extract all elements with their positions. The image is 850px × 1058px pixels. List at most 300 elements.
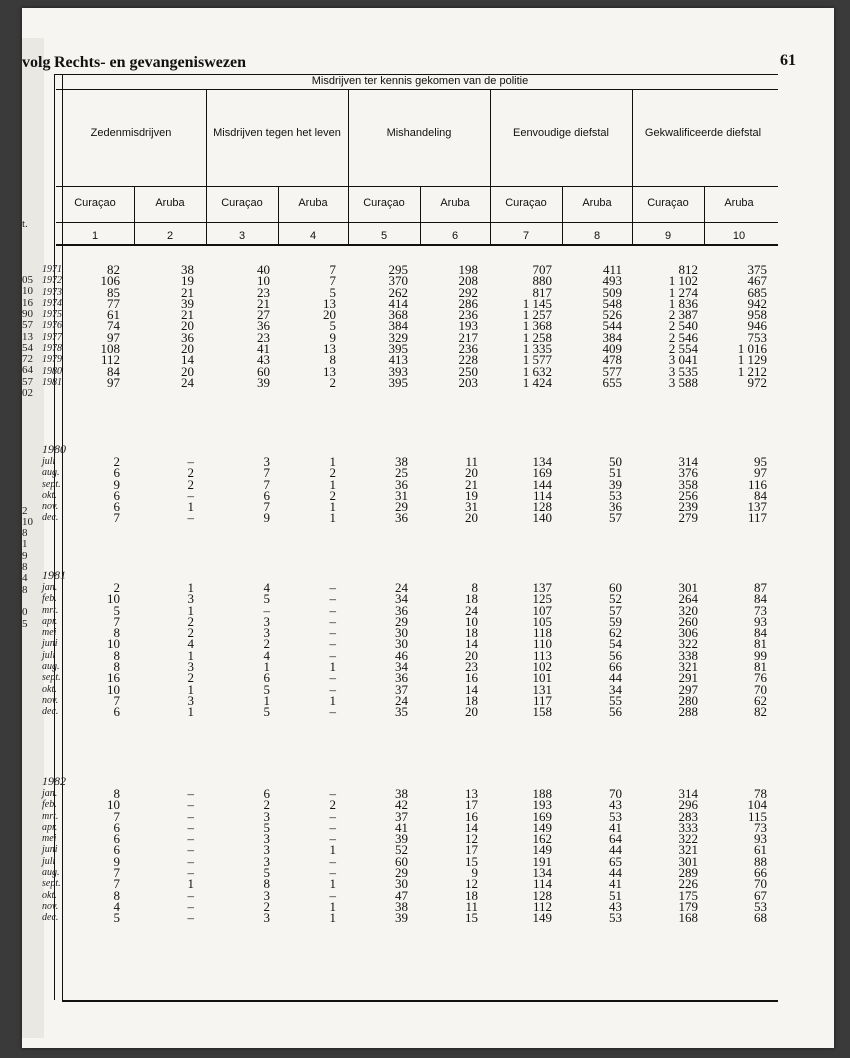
- table-cell: 70: [609, 786, 622, 801]
- column-number: 4: [309, 230, 317, 242]
- table-cell: 8: [471, 580, 478, 595]
- table-cell: 14: [465, 819, 478, 835]
- table-cell: 13: [323, 341, 336, 357]
- section-year: 1980: [42, 442, 66, 456]
- table-cell: 53: [609, 910, 622, 926]
- table-cell: 8: [113, 887, 120, 903]
- table-cell: 236: [458, 341, 478, 357]
- table-cell: 707: [532, 262, 552, 277]
- table-cell: 3: [263, 831, 270, 847]
- table-cell: –: [187, 487, 194, 503]
- table-cell: 52: [395, 842, 408, 858]
- table-cell: 301: [678, 853, 698, 869]
- table-cell: 493: [602, 273, 622, 289]
- edge-number: 4: [22, 572, 28, 585]
- table-cell: 13: [323, 363, 336, 379]
- table-cell: 577: [602, 363, 622, 379]
- table-cell: 47: [395, 887, 408, 903]
- table-cell: 384: [388, 318, 408, 334]
- group-title-rule: [56, 89, 778, 90]
- table-cell: 20: [181, 363, 194, 379]
- table-cell: 2: [263, 797, 270, 813]
- row-labels: [42, 582, 82, 718]
- row-label: jan.: [42, 788, 58, 799]
- table-column-values: [609, 582, 622, 718]
- table-cell: 30: [395, 876, 408, 892]
- table-cell: 6: [263, 786, 270, 801]
- table-cell: 2: [329, 797, 336, 813]
- table-cell: 14: [465, 636, 478, 652]
- table-cell: 117: [747, 510, 767, 526]
- table-cell: 36: [257, 318, 270, 334]
- edge-number: 72: [22, 353, 33, 366]
- table-cell: –: [187, 898, 194, 914]
- table-cell: 62: [609, 625, 622, 641]
- table-cell: 370: [388, 273, 408, 289]
- column-subheader: Aruba: [440, 197, 470, 209]
- table-cell: 7: [113, 510, 120, 526]
- table-cell: 338: [678, 647, 698, 663]
- row-labels: [42, 456, 82, 524]
- table-cell: 6: [113, 819, 120, 835]
- table-cell: 358: [678, 476, 698, 492]
- table-cell: 44: [609, 670, 622, 686]
- table-cell: 2: [263, 898, 270, 914]
- table-cell: 44: [609, 842, 622, 858]
- table-cell: 15: [465, 910, 478, 926]
- table-column-values: [523, 264, 552, 388]
- table-cell: 7: [263, 499, 270, 515]
- table-cell: 1: [329, 454, 336, 469]
- table-cell: 114: [532, 876, 552, 892]
- table-cell: 25: [395, 465, 408, 481]
- row-label: dec.: [42, 512, 59, 524]
- table-cell: –: [187, 510, 194, 526]
- table-cell: 52: [609, 591, 622, 607]
- table-cell: 2 554: [668, 341, 698, 357]
- table-cell: 43: [609, 797, 622, 813]
- table-cell: 1 129: [737, 352, 767, 368]
- column-number: 9: [664, 230, 672, 242]
- edge-number: 10: [22, 285, 33, 298]
- table-cell: 65: [609, 853, 622, 869]
- row-label: okt.: [42, 683, 57, 695]
- table-cell: 478: [602, 352, 622, 368]
- table-cell: –: [187, 842, 194, 858]
- table-cell: 84: [107, 363, 120, 379]
- page-number: 61: [780, 52, 796, 69]
- group-title: Misdrijven ter kennis gekomen van de politie: [311, 75, 529, 87]
- table-column-values: [609, 456, 622, 524]
- table-cell: 13: [323, 295, 336, 311]
- table-cell: 1: [263, 659, 270, 675]
- table-cell: 10: [465, 613, 478, 629]
- table-cell: 42: [395, 797, 408, 813]
- table-cell: 5: [263, 704, 270, 720]
- column-subheader: Curaçao: [505, 197, 547, 209]
- table-cell: 41: [257, 341, 270, 357]
- edge-number: 54: [22, 341, 33, 354]
- table-cell: 66: [609, 659, 622, 675]
- table-cell: 467: [747, 273, 767, 289]
- row-label: nov.: [42, 694, 59, 706]
- header-bottom-rule: [56, 244, 778, 246]
- table-cell: 3 041: [668, 352, 698, 368]
- table-column-values: [188, 788, 195, 924]
- table-column-values: [181, 264, 194, 388]
- row-label: 1976: [42, 320, 62, 332]
- table-cell: 1: [329, 842, 336, 858]
- table-cell: 19: [181, 273, 194, 289]
- edge-number: 64: [22, 364, 33, 377]
- table-cell: 2: [187, 670, 194, 686]
- table-cell: –: [329, 831, 336, 847]
- row-label: juni: [42, 638, 58, 650]
- table-column-values: [264, 456, 271, 524]
- table-cell: 82: [754, 704, 767, 720]
- table-cell: 2: [187, 625, 194, 641]
- table-cell: 158: [532, 704, 552, 720]
- table-cell: 13: [465, 786, 478, 801]
- table-cell: 128: [532, 887, 552, 903]
- table-cell: –: [329, 602, 336, 618]
- table-cell: 260: [678, 613, 698, 629]
- table-cell: 29: [395, 865, 408, 881]
- table-cell: 85: [107, 284, 120, 300]
- table-cell: 5: [329, 318, 336, 334]
- table-column-values: [395, 788, 408, 924]
- column-number: 7: [522, 230, 530, 242]
- table-cell: 59: [609, 613, 622, 629]
- table-cell: 5: [263, 819, 270, 835]
- table-cell: 53: [754, 898, 767, 914]
- row-label: mei: [42, 833, 57, 845]
- table-cell: 34: [395, 659, 408, 675]
- table-cell: 301: [678, 580, 698, 595]
- table-cell: 880: [532, 273, 552, 289]
- table-cell: 73: [754, 819, 767, 835]
- table-cell: 2 387: [668, 307, 698, 323]
- table-cell: 34: [609, 681, 622, 697]
- table-cell: 1: [187, 602, 194, 618]
- table-cell: 57: [609, 510, 622, 526]
- table-cell: 16: [465, 670, 478, 686]
- table-cell: 24: [395, 692, 408, 708]
- table-cell: –: [187, 887, 194, 903]
- row-label: 1981: [42, 376, 62, 388]
- table-cell: 6: [113, 831, 120, 847]
- table-cell: 39: [609, 476, 622, 492]
- table-cell: 314: [678, 786, 698, 801]
- table-cell: 8: [329, 352, 336, 368]
- table-cell: 509: [602, 284, 622, 300]
- table-column-values: [465, 582, 478, 718]
- row-label: sept.: [42, 478, 61, 490]
- table-cell: 6: [113, 499, 120, 515]
- table-cell: 53: [609, 487, 622, 503]
- row-label: nov.: [42, 900, 59, 912]
- table-cell: 2: [187, 613, 194, 629]
- table-cell: 30: [395, 636, 408, 652]
- table-cell: 21: [181, 307, 194, 323]
- table-cell: 228: [458, 352, 478, 368]
- table-cell: 217: [458, 329, 478, 345]
- table-cell: 8: [263, 876, 270, 892]
- table-column-values: [101, 264, 121, 388]
- table-cell: 34: [395, 591, 408, 607]
- table-cell: 10: [107, 681, 120, 697]
- table-cell: –: [187, 786, 194, 801]
- table-column-values: [107, 582, 120, 718]
- table-cell: 12: [465, 831, 478, 847]
- table-cell: 81: [754, 659, 767, 675]
- table-column-values: [679, 788, 699, 924]
- column-subheader: Curaçao: [74, 197, 116, 209]
- row-labels: [42, 264, 82, 388]
- column-number: 1: [91, 230, 99, 242]
- table-cell: 19: [465, 487, 478, 503]
- table-cell: 1 632: [522, 363, 552, 379]
- table-cell: 10: [107, 797, 120, 813]
- table-column-values: [330, 788, 337, 924]
- table-cell: 24: [395, 580, 408, 595]
- table-cell: 21: [465, 476, 478, 492]
- table-cell: 41: [395, 819, 408, 835]
- section-year: 1982: [42, 774, 66, 788]
- table-cell: 29: [395, 613, 408, 629]
- table-cell: –: [329, 647, 336, 663]
- table-bottom-rule: [62, 1000, 778, 1002]
- table-cell: 3: [187, 591, 194, 607]
- row-label: juli: [42, 649, 56, 661]
- table-cell: 105: [532, 613, 552, 629]
- table-cell: –: [187, 831, 194, 847]
- table-cell: 97: [107, 329, 120, 345]
- table-cell: 1: [329, 692, 336, 708]
- table-cell: 43: [257, 352, 270, 368]
- table-cell: 409: [602, 341, 622, 357]
- table-cell: 193: [532, 797, 552, 813]
- table-cell: 20: [465, 465, 478, 481]
- table-cell: 548: [602, 295, 622, 311]
- table-cell: 264: [678, 591, 698, 607]
- edge-number: 02: [22, 387, 33, 399]
- table-cell: 7: [113, 865, 120, 881]
- table-cell: 226: [678, 876, 698, 892]
- table-cell: 60: [257, 363, 270, 379]
- table-cell: 17: [465, 842, 478, 858]
- running-title: [22, 54, 246, 72]
- table-column-values: [264, 582, 271, 718]
- table-cell: 73: [754, 602, 767, 618]
- table-cell: 1: [329, 876, 336, 892]
- row-label: juni: [42, 844, 58, 856]
- table-cell: 193: [458, 318, 478, 334]
- table-cell: 8: [113, 786, 120, 801]
- column-subheader: Aruba: [155, 197, 185, 209]
- table-cell: 57: [609, 602, 622, 618]
- table-cell: 56: [609, 647, 622, 663]
- table-cell: 60: [395, 853, 408, 869]
- row-label: okt.: [42, 889, 57, 901]
- table-cell: 262: [388, 284, 408, 300]
- table-cell: 1: [187, 876, 194, 892]
- table-column-values: [114, 456, 121, 524]
- table-cell: 74: [107, 318, 120, 334]
- group-header: Gekwalificeerde diefstal: [644, 127, 762, 139]
- table-cell: 117: [532, 692, 552, 708]
- table-cell: 5: [113, 602, 120, 618]
- table-cell: 87: [754, 580, 767, 595]
- table-cell: 1: [187, 499, 194, 515]
- table-cell: 38: [395, 454, 408, 469]
- table-cell: 20: [181, 341, 194, 357]
- table-cell: –: [329, 887, 336, 903]
- table-cell: 128: [532, 499, 552, 515]
- table-cell: 314: [678, 454, 698, 469]
- edge-number: 2: [22, 504, 28, 517]
- table-cell: 39: [257, 374, 270, 390]
- table-cell: –: [187, 819, 194, 835]
- table-cell: 17: [465, 797, 478, 813]
- row-label: sept.: [42, 878, 61, 890]
- edge-number: 13: [22, 330, 33, 343]
- column-subheader: Aruba: [298, 197, 328, 209]
- table-cell: 108: [100, 341, 120, 357]
- row-label: dec.: [42, 706, 59, 718]
- table-cell: 297: [678, 681, 698, 697]
- table-cell: 239: [678, 499, 698, 515]
- table-cell: 116: [747, 476, 767, 492]
- table-cell: 114: [532, 487, 552, 503]
- table-cell: 70: [754, 876, 767, 892]
- table-cell: 250: [458, 363, 478, 379]
- row-label: 1979: [42, 354, 62, 366]
- table-cell: –: [329, 808, 336, 824]
- table-cell: 23: [257, 284, 270, 300]
- table-cell: 66: [754, 865, 767, 881]
- table-cell: 106: [100, 273, 120, 289]
- row-label: apr.: [42, 615, 58, 627]
- column-number: 8: [593, 230, 601, 242]
- table-cell: 3: [263, 454, 270, 469]
- table-cell: 51: [609, 887, 622, 903]
- table-cell: 88: [754, 853, 767, 869]
- table-cell: –: [187, 910, 194, 926]
- table-cell: 84: [754, 625, 767, 641]
- edge-number: 8: [22, 561, 28, 573]
- table-column-values: [330, 582, 337, 718]
- table-cell: 279: [678, 510, 698, 526]
- group-header: Mishandeling: [386, 127, 452, 139]
- table-cell: 1: [329, 910, 336, 926]
- edge-number: 9: [22, 549, 28, 562]
- table-cell: 10: [107, 636, 120, 652]
- row-label: mrt.: [42, 810, 59, 822]
- table-cell: 1: [329, 476, 336, 492]
- table-cell: 44: [609, 865, 622, 881]
- table-cell: 203: [458, 374, 478, 390]
- table-cell: 39: [181, 295, 194, 311]
- row-label: aug.: [42, 867, 60, 879]
- table-cell: 41: [609, 876, 622, 892]
- table-cell: 50: [609, 454, 622, 469]
- table-column-values: [679, 456, 699, 524]
- table-cell: 1 424: [522, 374, 552, 390]
- table-cell: 4: [113, 898, 120, 914]
- table-cell: 43: [609, 898, 622, 914]
- row-label: feb.: [42, 593, 57, 605]
- table-cell: 118: [532, 625, 552, 641]
- table-cell: 7: [263, 465, 270, 481]
- table-cell: 321: [678, 659, 698, 675]
- table-cell: 113: [532, 647, 552, 663]
- table-cell: 526: [602, 307, 622, 323]
- table-cell: 376: [678, 465, 698, 481]
- table-column-values: [669, 264, 698, 388]
- table-cell: 1 258: [522, 329, 552, 345]
- table-cell: 134: [532, 865, 552, 881]
- table-cell: 3 588: [668, 374, 698, 390]
- table-cell: 9: [113, 853, 120, 869]
- table-cell: 7: [329, 262, 336, 277]
- table-cell: 1: [263, 692, 270, 708]
- table-cell: 93: [754, 613, 767, 629]
- edge-number: 8: [22, 583, 28, 596]
- table-cell: 942: [747, 295, 767, 311]
- table-cell: 384: [602, 329, 622, 345]
- column-subheader: Curaçao: [647, 197, 689, 209]
- column-subheader: Curaçao: [363, 197, 405, 209]
- table-cell: 1: [187, 580, 194, 595]
- table-cell: 61: [754, 842, 767, 858]
- table-cell: 9: [263, 510, 270, 526]
- table-cell: 296: [678, 797, 698, 813]
- row-label: 1975: [42, 309, 62, 321]
- table-cell: 38: [181, 262, 194, 277]
- table-cell: 149: [532, 910, 552, 926]
- edge-number: 90: [22, 307, 33, 320]
- edge-number: 10: [22, 515, 33, 528]
- table-cell: –: [329, 636, 336, 652]
- table-column-values: [533, 456, 553, 524]
- table-cell: 21: [181, 284, 194, 300]
- table-cell: 84: [754, 487, 767, 503]
- table-cell: 1 368: [522, 318, 552, 334]
- table-column-values: [603, 264, 623, 388]
- table-cell: 289: [678, 865, 698, 881]
- table-cell: 20: [465, 647, 478, 663]
- table-cell: –: [329, 625, 336, 641]
- table-cell: 946: [747, 318, 767, 334]
- table-cell: –: [187, 797, 194, 813]
- row-label: 1974: [42, 297, 62, 309]
- table-cell: 395: [388, 374, 408, 390]
- table-cell: 333: [678, 819, 698, 835]
- table-cell: 125: [532, 591, 552, 607]
- table-cell: 1 016: [737, 341, 767, 357]
- edge-number: 57: [22, 375, 33, 388]
- table-cell: 30: [395, 625, 408, 641]
- table-cell: 1 836: [668, 295, 698, 311]
- volg-label: volg: [22, 54, 51, 71]
- table-cell: 8: [113, 647, 120, 663]
- column-number: 10: [732, 230, 746, 242]
- table-cell: 3: [187, 659, 194, 675]
- table-cell: 12: [465, 876, 478, 892]
- table-column-values: [264, 788, 271, 924]
- table-column-values: [738, 264, 767, 388]
